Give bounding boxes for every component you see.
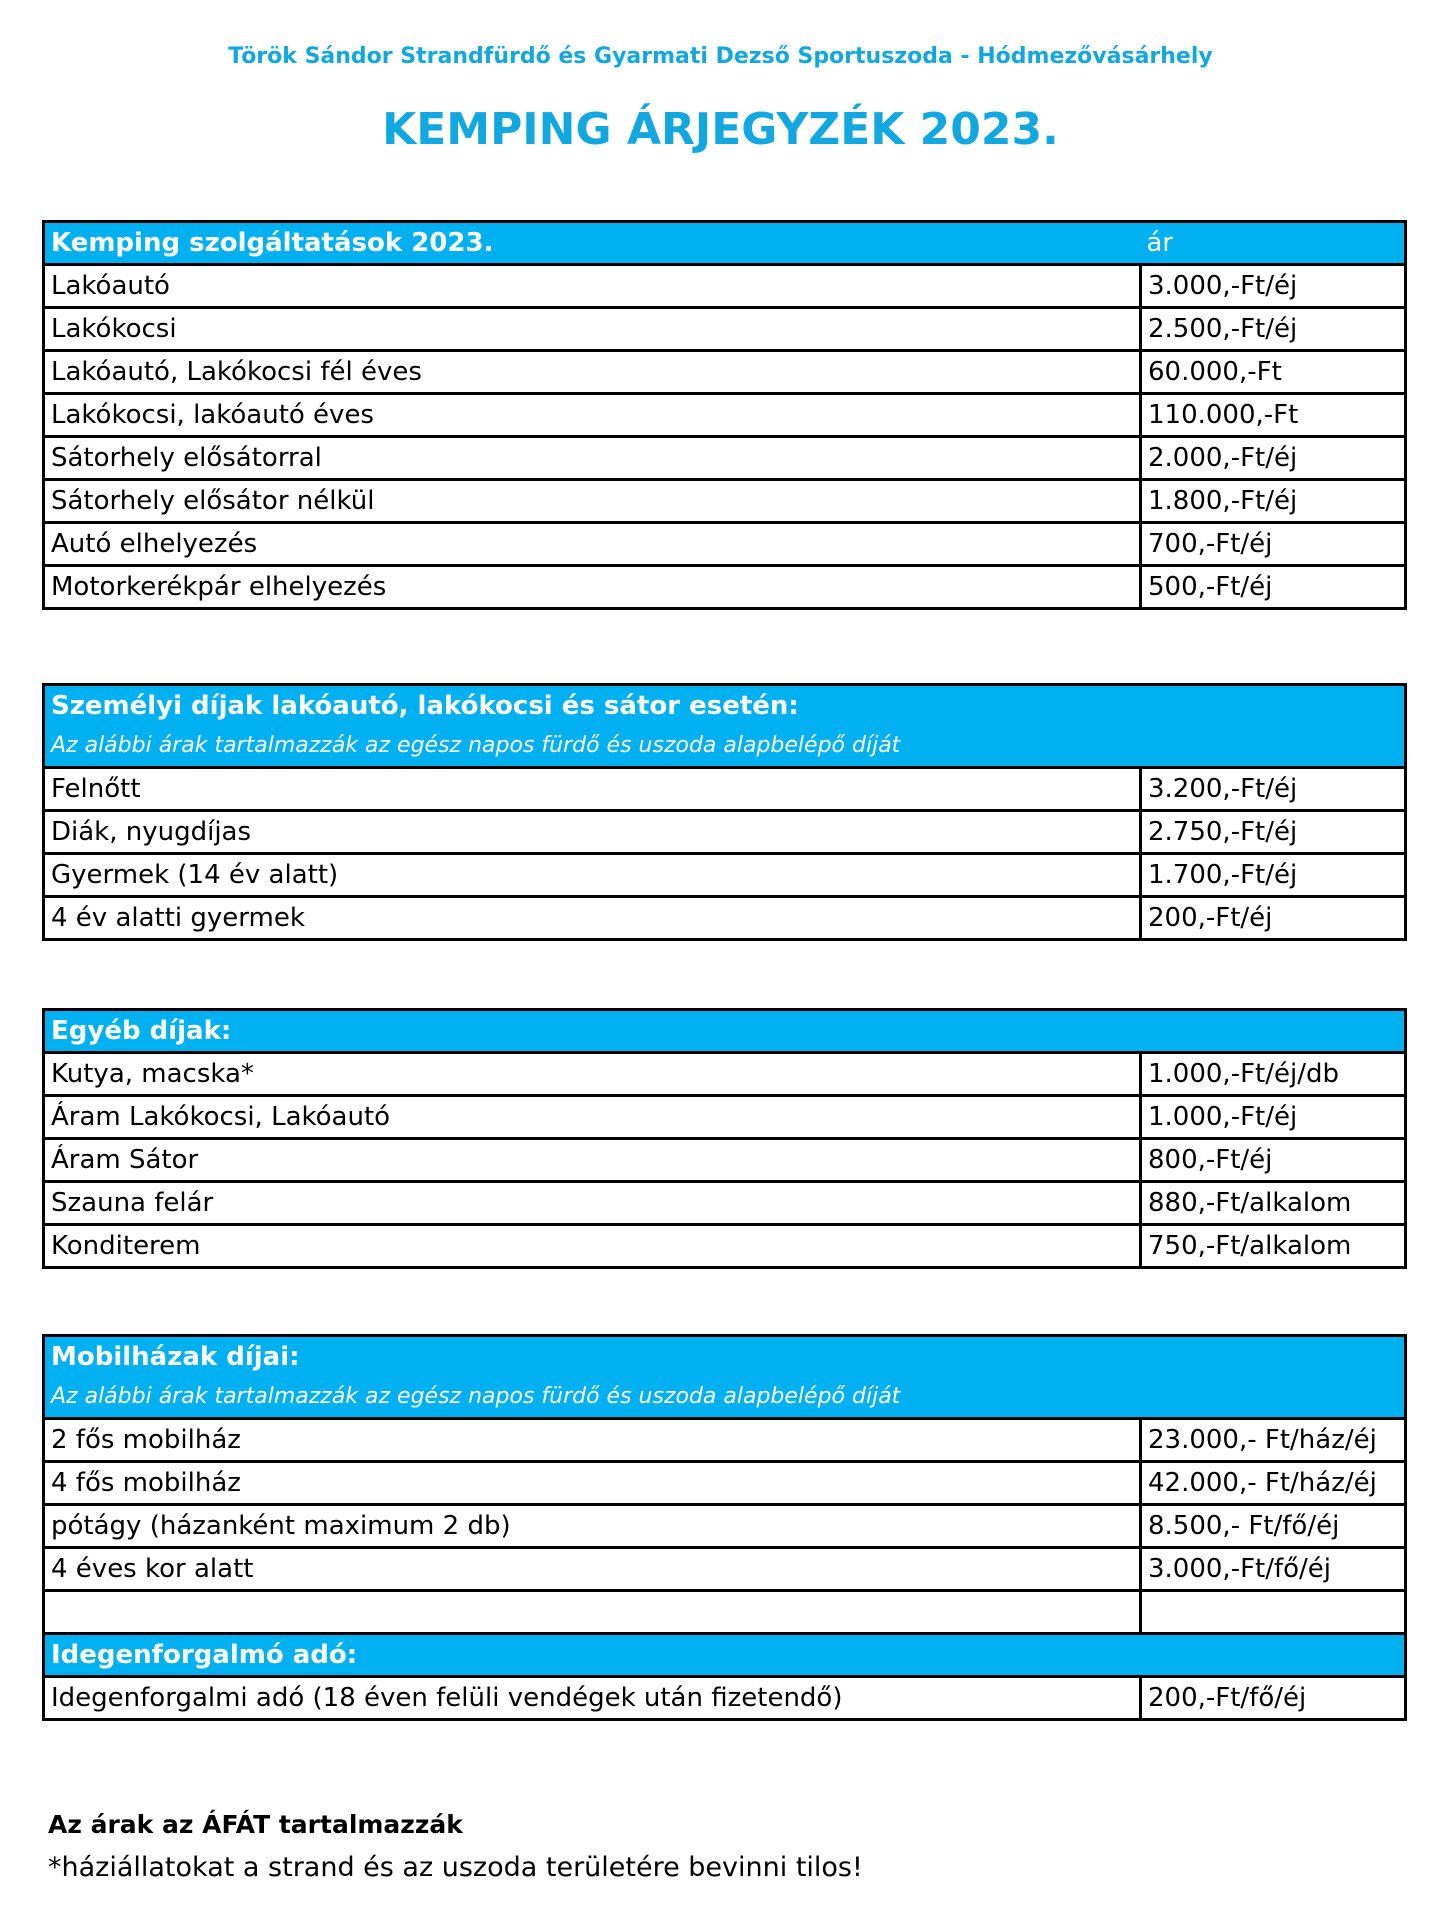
- item-name: Lakókocsi: [44, 308, 1141, 351]
- section-note: Az alábbi árak tartalmazzák az egész napos fürdő és uszoda alapbelépő díját: [44, 726, 1406, 768]
- item-name: Lakóautó, Lakókocsi fél éves: [44, 351, 1141, 394]
- price-column-heading: ár: [1141, 222, 1406, 265]
- table-header-row: [44, 1010, 1406, 1053]
- table-note-row: [44, 1377, 1406, 1419]
- item-name: Áram Sátor: [44, 1139, 1141, 1182]
- szemelyi-table: [42, 683, 1407, 941]
- table-row: [44, 308, 1406, 351]
- section-heading: Idegenforgalmó adó:: [44, 1634, 1406, 1677]
- item-price: 2.500,-Ft/éj: [1141, 308, 1406, 351]
- item-name: Konditerem: [44, 1225, 1141, 1268]
- table-row: [44, 1225, 1406, 1268]
- table-row: [44, 1419, 1406, 1462]
- table-row: [44, 768, 1406, 811]
- table-row: [44, 1548, 1406, 1591]
- item-name: Idegenforgalmi adó (18 éven felüli vendégek után fizetendő): [44, 1677, 1141, 1720]
- item-price: 2.000,-Ft/éj: [1141, 437, 1406, 480]
- item-price: 200,-Ft/éj: [1141, 897, 1406, 940]
- item-price: 1.800,-Ft/éj: [1141, 480, 1406, 523]
- table-row: [44, 1139, 1406, 1182]
- item-name: Felnőtt: [44, 768, 1141, 811]
- table-row: [44, 1096, 1406, 1139]
- item-price: 3.200,-Ft/éj: [1141, 768, 1406, 811]
- item-price: 110.000,-Ft: [1141, 394, 1406, 437]
- item-name: Kutya, macska*: [44, 1053, 1141, 1096]
- item-name: 4 év alatti gyermek: [44, 897, 1141, 940]
- item-price: 200,-Ft/fő/éj: [1141, 1677, 1406, 1720]
- table-row: [44, 811, 1406, 854]
- item-price: 750,-Ft/alkalom: [1141, 1225, 1406, 1268]
- table-row: [44, 523, 1406, 566]
- item-price: 8.500,- Ft/fő/éj: [1141, 1505, 1406, 1548]
- mobilhaz-table: [42, 1334, 1407, 1721]
- table-row: [44, 854, 1406, 897]
- item-price: 23.000,- Ft/ház/éj: [1141, 1419, 1406, 1462]
- item-price: 60.000,-Ft: [1141, 351, 1406, 394]
- item-price: 1.000,-Ft/éj: [1141, 1096, 1406, 1139]
- item-price: 880,-Ft/alkalom: [1141, 1182, 1406, 1225]
- table-row: [44, 351, 1406, 394]
- table-header-row: [44, 1336, 1406, 1378]
- table-row: [44, 480, 1406, 523]
- item-name: 2 fős mobilház: [44, 1419, 1141, 1462]
- table-row: [44, 1182, 1406, 1225]
- empty-row: [44, 1591, 1406, 1634]
- item-name: Motorkerékpár elhelyezés: [44, 566, 1141, 609]
- section-note: Az alábbi árak tartalmazzák az egész napos fürdő és uszoda alapbelépő díját: [44, 1377, 1406, 1419]
- page-title: KEMPING ÁRJEGYZÉK 2023.: [382, 104, 1059, 155]
- vat-note: Az árak az ÁFÁT tartalmazzák: [48, 1810, 463, 1839]
- item-name: [44, 1591, 1141, 1634]
- item-price: 3.000,-Ft/éj: [1141, 265, 1406, 308]
- item-name: 4 fős mobilház: [44, 1462, 1141, 1505]
- table-row: [44, 1677, 1406, 1720]
- item-price: 2.750,-Ft/éj: [1141, 811, 1406, 854]
- section-heading: Mobilházak díjai:: [44, 1336, 1406, 1378]
- item-name: Áram Lakókocsi, Lakóautó: [44, 1096, 1141, 1139]
- item-name: Sátorhely elősátorral: [44, 437, 1141, 480]
- item-name: Sátorhely elősátor nélkül: [44, 480, 1141, 523]
- table-header-row: [44, 685, 1406, 727]
- table-header-row: [44, 1634, 1406, 1677]
- item-name: Szauna felár: [44, 1182, 1141, 1225]
- table-row: [44, 437, 1406, 480]
- table-row: [44, 1462, 1406, 1505]
- item-name: Diák, nyugdíjas: [44, 811, 1141, 854]
- item-price: 500,-Ft/éj: [1141, 566, 1406, 609]
- table-row: [44, 897, 1406, 940]
- table-row: [44, 1505, 1406, 1548]
- item-price: 700,-Ft/éj: [1141, 523, 1406, 566]
- egyeb-table: [42, 1008, 1407, 1269]
- item-price: 800,-Ft/éj: [1141, 1139, 1406, 1182]
- item-price: 1.700,-Ft/éj: [1141, 854, 1406, 897]
- page-subtitle: Török Sándor Strandfürdő és Gyarmati Dezső Sportuszoda - Hódmezővásárhely: [228, 44, 1213, 69]
- section-heading: Egyéb díjak:: [44, 1010, 1406, 1053]
- table-row: [44, 566, 1406, 609]
- section-heading: Személyi díjak lakóautó, lakókocsi és sátor esetén:: [44, 685, 1406, 727]
- table-header-row: [44, 222, 1406, 265]
- pets-note: *háziállatokat a strand és az uszoda területére bevinni tilos!: [48, 1852, 863, 1883]
- table-note-row: [44, 726, 1406, 768]
- table-row: [44, 1053, 1406, 1096]
- item-name: 4 éves kor alatt: [44, 1548, 1141, 1591]
- item-name: Lakókocsi, lakóautó éves: [44, 394, 1141, 437]
- item-price: 1.000,-Ft/éj/db: [1141, 1053, 1406, 1096]
- kemping-table: [42, 220, 1407, 610]
- item-price: 3.000,-Ft/fő/éj: [1141, 1548, 1406, 1591]
- item-price: 42.000,- Ft/ház/éj: [1141, 1462, 1406, 1505]
- section-heading: Kemping szolgáltatások 2023.: [44, 222, 1141, 265]
- table-row: [44, 265, 1406, 308]
- table-row: [44, 394, 1406, 437]
- item-name: Lakóautó: [44, 265, 1141, 308]
- item-name: pótágy (házanként maximum 2 db): [44, 1505, 1141, 1548]
- item-name: Autó elhelyezés: [44, 523, 1141, 566]
- item-price: [1141, 1591, 1406, 1634]
- item-name: Gyermek (14 év alatt): [44, 854, 1141, 897]
